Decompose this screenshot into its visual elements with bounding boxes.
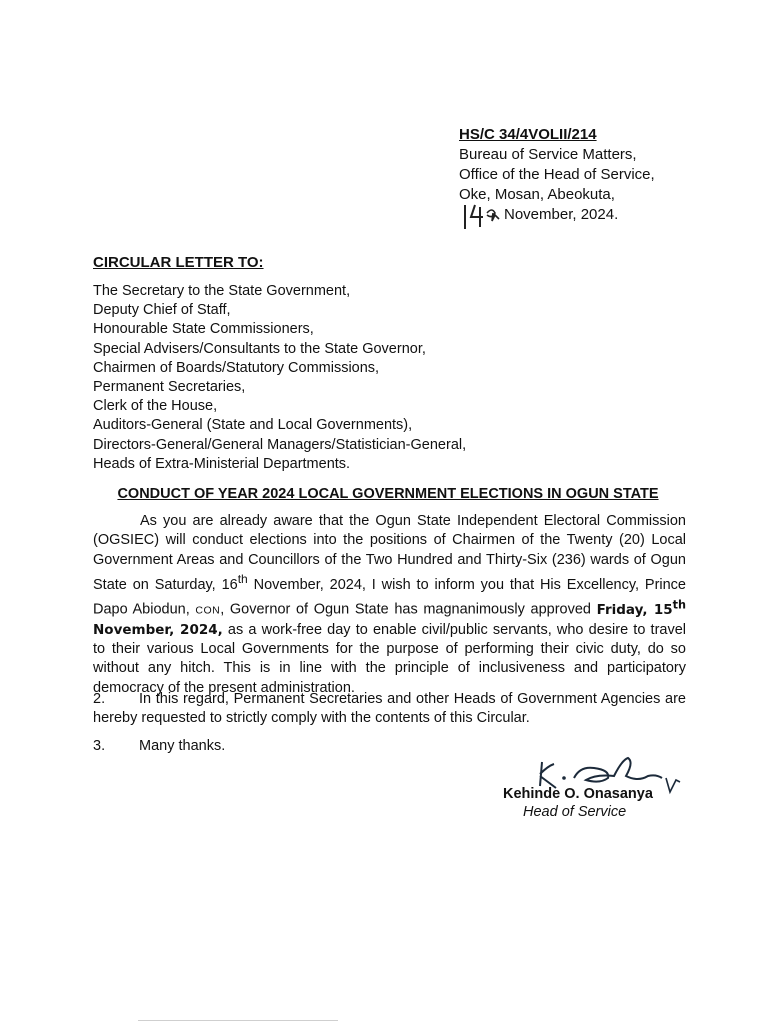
signatory-title: Head of Service <box>523 804 627 820</box>
recipient-item: Deputy Chief of Staff, <box>93 302 231 319</box>
paragraph-1-text: , Governor of Ogun State has magnanimously approved <box>220 601 597 618</box>
paragraph-1-text: As you are already aware that the Ogun State Independent Electoral Commission (OGSIEC) will conduct elections into the positions of Chairmen of the Twenty (20) Local Government Areas and Councillors of the Two Hundred and Thirty-Six (236) wards of Ogun State on Saturday, 16 <box>93 513 686 593</box>
paragraph-1 <box>93 512 686 698</box>
handwritten-date <box>459 201 505 231</box>
recipient-item: Permanent Secretaries, <box>93 379 246 396</box>
recipient-item: Chairmen of Boards/Statutory Commissions, <box>93 359 380 376</box>
date-text: November, 2024. <box>504 206 619 223</box>
recipient-item: Clerk of the House, <box>93 398 218 415</box>
circular-heading: CIRCULAR LETTER TO: <box>93 254 264 271</box>
paragraph-2-text: In this regard, Permanent Secretaries and other Heads of Government Agencies are hereby requested to strictly comply with the contents of this Circular. <box>93 691 686 727</box>
recipient-item: Auditors-General (State and Local Governments), <box>93 417 413 434</box>
honour-abbrev: CON <box>195 604 221 617</box>
paragraph-1-text: as a work-free day to enable civil/public servants, who desire to travel to their various Local Governments for the purpose of performing their civic duty, do so without any hitch. This is in line with the principle of inclusiveness and participatory democracy of the present administration. <box>93 621 686 696</box>
paragraph-3-text: Many thanks. <box>139 738 226 754</box>
recipient-list <box>93 282 466 474</box>
recipient-item: Heads of Extra-Ministerial Departments. <box>93 455 351 472</box>
recipient-item: The Secretary to the State Government, <box>93 283 351 299</box>
paragraph-3 <box>93 738 225 754</box>
footer-divider <box>138 1020 338 1021</box>
recipient-item: Directors-General/General Managers/Statistician-General, <box>93 436 467 453</box>
reference-code: HS/C 34/4VOLII/214 <box>459 126 597 143</box>
paragraph-number: 3. <box>93 738 106 754</box>
address-line-2: Office of the Head of Service, <box>459 166 655 183</box>
address-line-3: Oke, Mosan, Abeokuta, <box>459 186 615 203</box>
signatory-name: Kehinde O. Onasanya <box>503 786 653 802</box>
recipient-item: Special Advisers/Consultants to the State Governor, <box>93 340 426 357</box>
reference-block <box>459 125 655 225</box>
address-line-1: Bureau of Service Matters, <box>459 146 637 163</box>
work-free-day: Friday, 15 <box>596 601 673 618</box>
paragraph-number: 2. <box>93 691 106 707</box>
date-line <box>459 205 655 225</box>
paragraph-1-text: November, 2024, I wish to inform you that His Excellency, Prince Dapo Abiodun, <box>93 576 686 618</box>
ordinal-suffix: th <box>672 598 686 612</box>
subject-line: CONDUCT OF YEAR 2024 LOCAL GOVERNMENT ELECTIONS IN OGUN STATE <box>117 486 659 502</box>
work-free-month: November, 2024, <box>93 621 223 638</box>
recipient-item: Honourable State Commissioners, <box>93 321 314 338</box>
ordinal-suffix: th <box>237 571 248 586</box>
paragraph-2 <box>93 690 686 729</box>
